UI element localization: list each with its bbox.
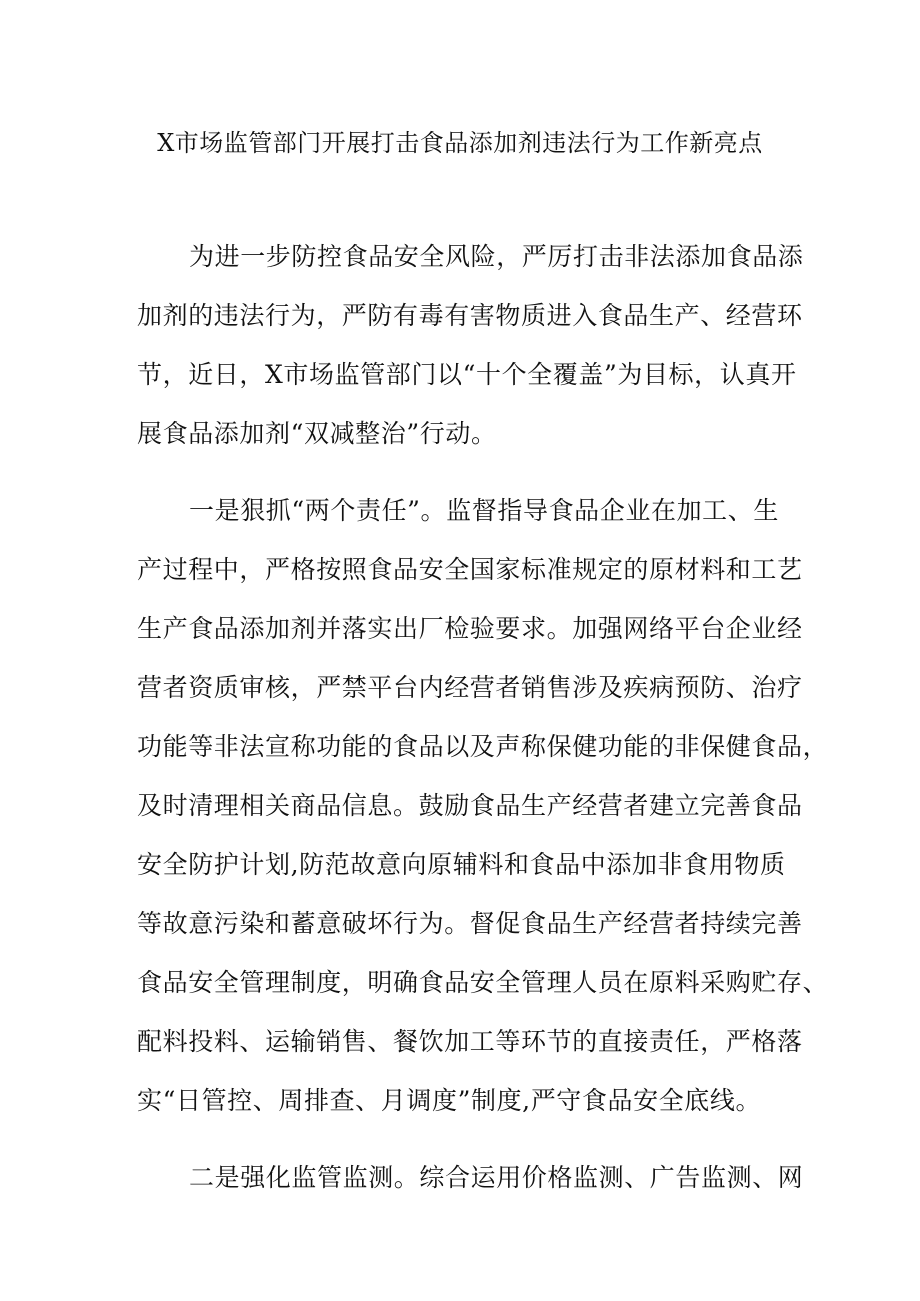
document-title: X市场监管部门开展打击食品添加剂违法行为工作新亮点 <box>157 129 763 157</box>
paragraph-line: 产过程中，严格按照食品安全国家标准规定的原材料和工艺 <box>137 555 803 584</box>
paragraph-line: 营者资质审核，严禁平台内经营者销售涉及疾病预防、治疗 <box>137 673 803 702</box>
paragraph-line: 食品安全管理制度，明确食品安全管理人员在原料采购贮存、 <box>137 968 829 997</box>
paragraph-line: 配料投料、运输销售、餐饮加工等环节的直接责任，严格落 <box>137 1027 803 1056</box>
paragraph-line: 实“日管控、周排查、月调度”制度,严守食品安全底线。 <box>137 1086 762 1115</box>
paragraph-line: 安全防护计划,防范故意向原辅料和食品中添加非食用物质 <box>137 850 786 879</box>
paragraph-line: 一是狠抓“两个责任”。监督指导食品企业在加工、生 <box>189 496 779 525</box>
paragraph-line: 为进一步防控食品安全风险，严厉打击非法添加食品添 <box>189 242 804 271</box>
paragraph-line: 加剂的违法行为，严防有毒有害物质进入食品生产、经营环 <box>137 301 803 330</box>
paragraph-line: 节，近日，X市场监管部门以“十个全覆盖”为目标，认真开 <box>137 360 797 389</box>
paragraph-line: 生产食品添加剂并落实出厂检验要求。加强网络平台企业经 <box>137 614 803 643</box>
paragraph-line: 等故意污染和蓄意破坏行为。督促食品生产经营者持续完善 <box>137 909 803 938</box>
paragraph-line: 及时清理相关商品信息。鼓励食品生产经营者建立完善食品 <box>137 791 803 820</box>
paragraph-line: 功能等非法宣称功能的食品以及声称保健功能的非保健食品， <box>137 732 829 761</box>
paragraph-line: 二是强化监管监测。综合运用价格监测、广告监测、网 <box>189 1163 804 1192</box>
paragraph-line: 展食品添加剂“双减整治”行动。 <box>137 419 497 448</box>
document-body <box>137 240 829 1220</box>
